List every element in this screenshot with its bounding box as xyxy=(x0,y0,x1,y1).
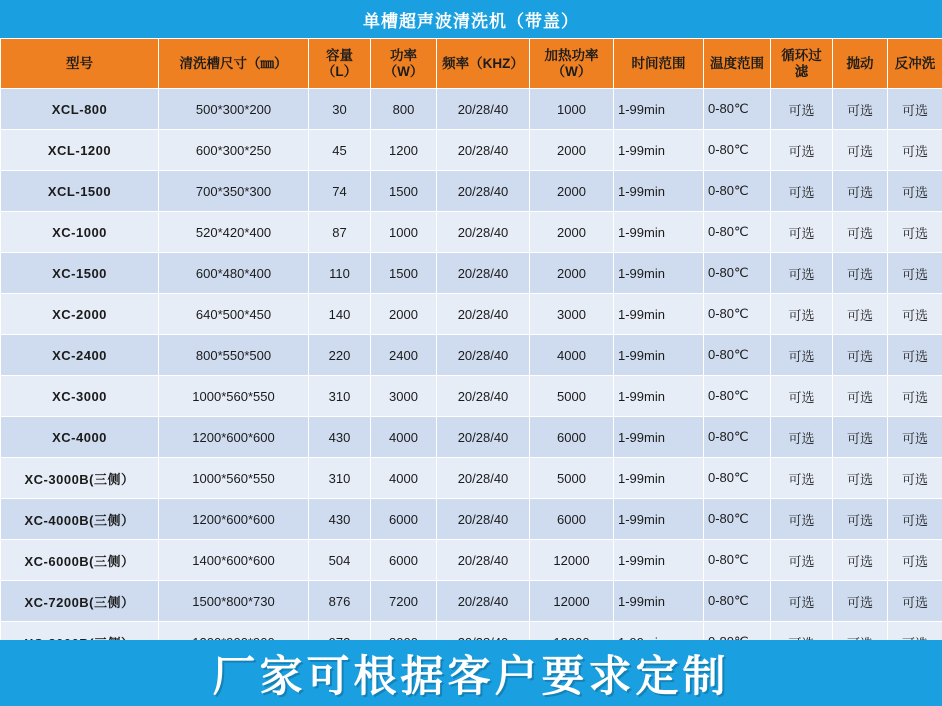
cell-time-range: 1-99min xyxy=(614,458,704,499)
table-row xyxy=(1,540,942,581)
cell-time-range: 1-99min xyxy=(614,581,704,622)
table-row xyxy=(1,171,942,212)
cell-circulating-filter: 可选 xyxy=(771,89,833,130)
cell-backwash: 可选 xyxy=(888,417,942,458)
table-row xyxy=(1,458,942,499)
column-header-model: 型号 xyxy=(1,39,159,89)
cell-capacity: 430 xyxy=(309,499,371,540)
column-header-tank-size: 清洗槽尺寸（㎜） xyxy=(159,39,309,89)
cell-toss: 可选 xyxy=(833,171,888,212)
cell-backwash: 可选 xyxy=(888,581,942,622)
cell-temp-range: 0-80℃ xyxy=(704,499,771,540)
cell-frequency: 20/28/40 xyxy=(437,130,530,171)
cell-power: 6000 xyxy=(371,499,437,540)
cell-heating-power: 5000 xyxy=(530,376,614,417)
cell-backwash: 可选 xyxy=(888,253,942,294)
cell-temp-range: 0-80℃ xyxy=(704,540,771,581)
cell-toss: 可选 xyxy=(833,499,888,540)
cell-circulating-filter: 可选 xyxy=(771,581,833,622)
table-row xyxy=(1,89,942,130)
cell-frequency: 20/28/40 xyxy=(437,335,530,376)
table-row xyxy=(1,253,942,294)
cell-power: 1500 xyxy=(371,253,437,294)
column-header-toss: 抛动 xyxy=(833,39,888,89)
cell-capacity: 310 xyxy=(309,458,371,499)
cell-model: XCL-1200 xyxy=(1,130,159,171)
cell-heating-power: 4000 xyxy=(530,335,614,376)
cell-tank-size: 1200*600*600 xyxy=(159,499,309,540)
spec-table xyxy=(0,38,942,663)
cell-circulating-filter: 可选 xyxy=(771,335,833,376)
cell-time-range: 1-99min xyxy=(614,499,704,540)
cell-temp-range: 0-80℃ xyxy=(704,212,771,253)
cell-power: 800 xyxy=(371,89,437,130)
cell-temp-range: 0-80℃ xyxy=(704,335,771,376)
cell-tank-size: 800*550*500 xyxy=(159,335,309,376)
cell-circulating-filter: 可选 xyxy=(771,376,833,417)
cell-power: 4000 xyxy=(371,417,437,458)
cell-capacity: 87 xyxy=(309,212,371,253)
cell-toss: 可选 xyxy=(833,89,888,130)
cell-circulating-filter: 可选 xyxy=(771,171,833,212)
cell-toss: 可选 xyxy=(833,294,888,335)
cell-backwash: 可选 xyxy=(888,335,942,376)
header-row xyxy=(1,39,942,89)
cell-temp-range: 0-80℃ xyxy=(704,294,771,335)
cell-temp-range: 0-80℃ xyxy=(704,89,771,130)
cell-circulating-filter: 可选 xyxy=(771,130,833,171)
cell-heating-power: 2000 xyxy=(530,212,614,253)
cell-time-range: 1-99min xyxy=(614,89,704,130)
cell-model: XC-7200B(三侧） xyxy=(1,581,159,622)
cell-heating-power: 6000 xyxy=(530,499,614,540)
footer-text: 厂家可根据客户要求定制 xyxy=(212,651,730,702)
cell-power: 6000 xyxy=(371,540,437,581)
cell-capacity: 310 xyxy=(309,376,371,417)
column-header-circulating-filter: 循环过滤 xyxy=(771,39,833,89)
cell-frequency: 20/28/40 xyxy=(437,171,530,212)
cell-time-range: 1-99min xyxy=(614,171,704,212)
cell-circulating-filter: 可选 xyxy=(771,499,833,540)
cell-model: XC-1500 xyxy=(1,253,159,294)
table-row xyxy=(1,581,942,622)
table-row xyxy=(1,130,942,171)
cell-power: 2000 xyxy=(371,294,437,335)
cell-tank-size: 520*420*400 xyxy=(159,212,309,253)
cell-frequency: 20/28/40 xyxy=(437,212,530,253)
cell-heating-power: 12000 xyxy=(530,581,614,622)
cell-frequency: 20/28/40 xyxy=(437,458,530,499)
cell-toss: 可选 xyxy=(833,458,888,499)
spec-table-body xyxy=(1,89,942,663)
cell-heating-power: 5000 xyxy=(530,458,614,499)
cell-temp-range: 0-80℃ xyxy=(704,130,771,171)
cell-circulating-filter: 可选 xyxy=(771,253,833,294)
cell-tank-size: 1500*800*730 xyxy=(159,581,309,622)
table-row xyxy=(1,417,942,458)
cell-tank-size: 1400*600*600 xyxy=(159,540,309,581)
cell-power: 1200 xyxy=(371,130,437,171)
cell-model: XC-1000 xyxy=(1,212,159,253)
cell-power: 4000 xyxy=(371,458,437,499)
cell-temp-range: 0-80℃ xyxy=(704,376,771,417)
cell-power: 3000 xyxy=(371,376,437,417)
cell-frequency: 20/28/40 xyxy=(437,376,530,417)
cell-toss: 可选 xyxy=(833,417,888,458)
cell-toss: 可选 xyxy=(833,253,888,294)
cell-model: XCL-1500 xyxy=(1,171,159,212)
cell-circulating-filter: 可选 xyxy=(771,458,833,499)
cell-heating-power: 6000 xyxy=(530,417,614,458)
cell-model: XC-2400 xyxy=(1,335,159,376)
cell-model: XC-4000B(三侧） xyxy=(1,499,159,540)
cell-tank-size: 700*350*300 xyxy=(159,171,309,212)
cell-capacity: 430 xyxy=(309,417,371,458)
cell-heating-power: 2000 xyxy=(530,253,614,294)
column-header-heating-power: 加热功率（W） xyxy=(530,39,614,89)
column-header-capacity: 容量（L） xyxy=(309,39,371,89)
page-title: 单槽超声波清洗机（带盖） xyxy=(363,11,579,31)
cell-temp-range: 0-80℃ xyxy=(704,417,771,458)
table-row xyxy=(1,376,942,417)
cell-time-range: 1-99min xyxy=(614,130,704,171)
cell-backwash: 可选 xyxy=(888,212,942,253)
cell-time-range: 1-99min xyxy=(614,417,704,458)
cell-model: XC-6000B(三侧） xyxy=(1,540,159,581)
table-row xyxy=(1,335,942,376)
cell-circulating-filter: 可选 xyxy=(771,294,833,335)
cell-capacity: 74 xyxy=(309,171,371,212)
cell-frequency: 20/28/40 xyxy=(437,89,530,130)
cell-tank-size: 1000*560*550 xyxy=(159,458,309,499)
cell-model: XCL-800 xyxy=(1,89,159,130)
cell-temp-range: 0-80℃ xyxy=(704,458,771,499)
cell-capacity: 876 xyxy=(309,581,371,622)
table-row xyxy=(1,212,942,253)
cell-power: 1500 xyxy=(371,171,437,212)
cell-power: 1000 xyxy=(371,212,437,253)
cell-toss: 可选 xyxy=(833,130,888,171)
column-header-frequency: 频率（KHZ） xyxy=(437,39,530,89)
cell-time-range: 1-99min xyxy=(614,335,704,376)
table-row xyxy=(1,499,942,540)
cell-model: XC-4000 xyxy=(1,417,159,458)
cell-backwash: 可选 xyxy=(888,376,942,417)
spec-table-container xyxy=(0,38,942,663)
cell-backwash: 可选 xyxy=(888,171,942,212)
cell-time-range: 1-99min xyxy=(614,376,704,417)
cell-tank-size: 640*500*450 xyxy=(159,294,309,335)
cell-model: XC-2000 xyxy=(1,294,159,335)
cell-time-range: 1-99min xyxy=(614,212,704,253)
cell-circulating-filter: 可选 xyxy=(771,212,833,253)
cell-tank-size: 600*480*400 xyxy=(159,253,309,294)
cell-backwash: 可选 xyxy=(888,458,942,499)
cell-backwash: 可选 xyxy=(888,89,942,130)
cell-model: XC-3000 xyxy=(1,376,159,417)
table-row xyxy=(1,294,942,335)
cell-time-range: 1-99min xyxy=(614,253,704,294)
cell-toss: 可选 xyxy=(833,376,888,417)
column-header-time-range: 时间范围 xyxy=(614,39,704,89)
cell-heating-power: 2000 xyxy=(530,130,614,171)
cell-toss: 可选 xyxy=(833,540,888,581)
cell-frequency: 20/28/40 xyxy=(437,540,530,581)
cell-circulating-filter: 可选 xyxy=(771,540,833,581)
cell-model: XC-3000B(三侧） xyxy=(1,458,159,499)
cell-tank-size: 1200*600*600 xyxy=(159,417,309,458)
cell-time-range: 1-99min xyxy=(614,294,704,335)
column-header-temp-range: 温度范围 xyxy=(704,39,771,89)
cell-tank-size: 1000*560*550 xyxy=(159,376,309,417)
cell-heating-power: 2000 xyxy=(530,171,614,212)
cell-frequency: 20/28/40 xyxy=(437,581,530,622)
cell-toss: 可选 xyxy=(833,335,888,376)
cell-capacity: 30 xyxy=(309,89,371,130)
cell-capacity: 140 xyxy=(309,294,371,335)
footer-banner xyxy=(0,640,942,706)
cell-tank-size: 600*300*250 xyxy=(159,130,309,171)
cell-capacity: 504 xyxy=(309,540,371,581)
spec-table-header xyxy=(1,39,942,89)
page-title-bar xyxy=(0,0,942,38)
cell-circulating-filter: 可选 xyxy=(771,417,833,458)
cell-tank-size: 500*300*200 xyxy=(159,89,309,130)
column-header-backwash: 反冲洗 xyxy=(888,39,942,89)
cell-capacity: 45 xyxy=(309,130,371,171)
cell-heating-power: 12000 xyxy=(530,540,614,581)
cell-toss: 可选 xyxy=(833,212,888,253)
cell-backwash: 可选 xyxy=(888,499,942,540)
cell-temp-range: 0-80℃ xyxy=(704,171,771,212)
cell-toss: 可选 xyxy=(833,581,888,622)
cell-power: 2400 xyxy=(371,335,437,376)
cell-temp-range: 0-80℃ xyxy=(704,253,771,294)
cell-backwash: 可选 xyxy=(888,540,942,581)
cell-backwash: 可选 xyxy=(888,294,942,335)
cell-capacity: 220 xyxy=(309,335,371,376)
cell-heating-power: 3000 xyxy=(530,294,614,335)
cell-frequency: 20/28/40 xyxy=(437,499,530,540)
cell-power: 7200 xyxy=(371,581,437,622)
cell-time-range: 1-99min xyxy=(614,540,704,581)
cell-backwash: 可选 xyxy=(888,130,942,171)
column-header-power: 功率（W） xyxy=(371,39,437,89)
cell-frequency: 20/28/40 xyxy=(437,253,530,294)
cell-temp-range: 0-80℃ xyxy=(704,581,771,622)
cell-frequency: 20/28/40 xyxy=(437,417,530,458)
cell-capacity: 110 xyxy=(309,253,371,294)
cell-frequency: 20/28/40 xyxy=(437,294,530,335)
cell-heating-power: 1000 xyxy=(530,89,614,130)
